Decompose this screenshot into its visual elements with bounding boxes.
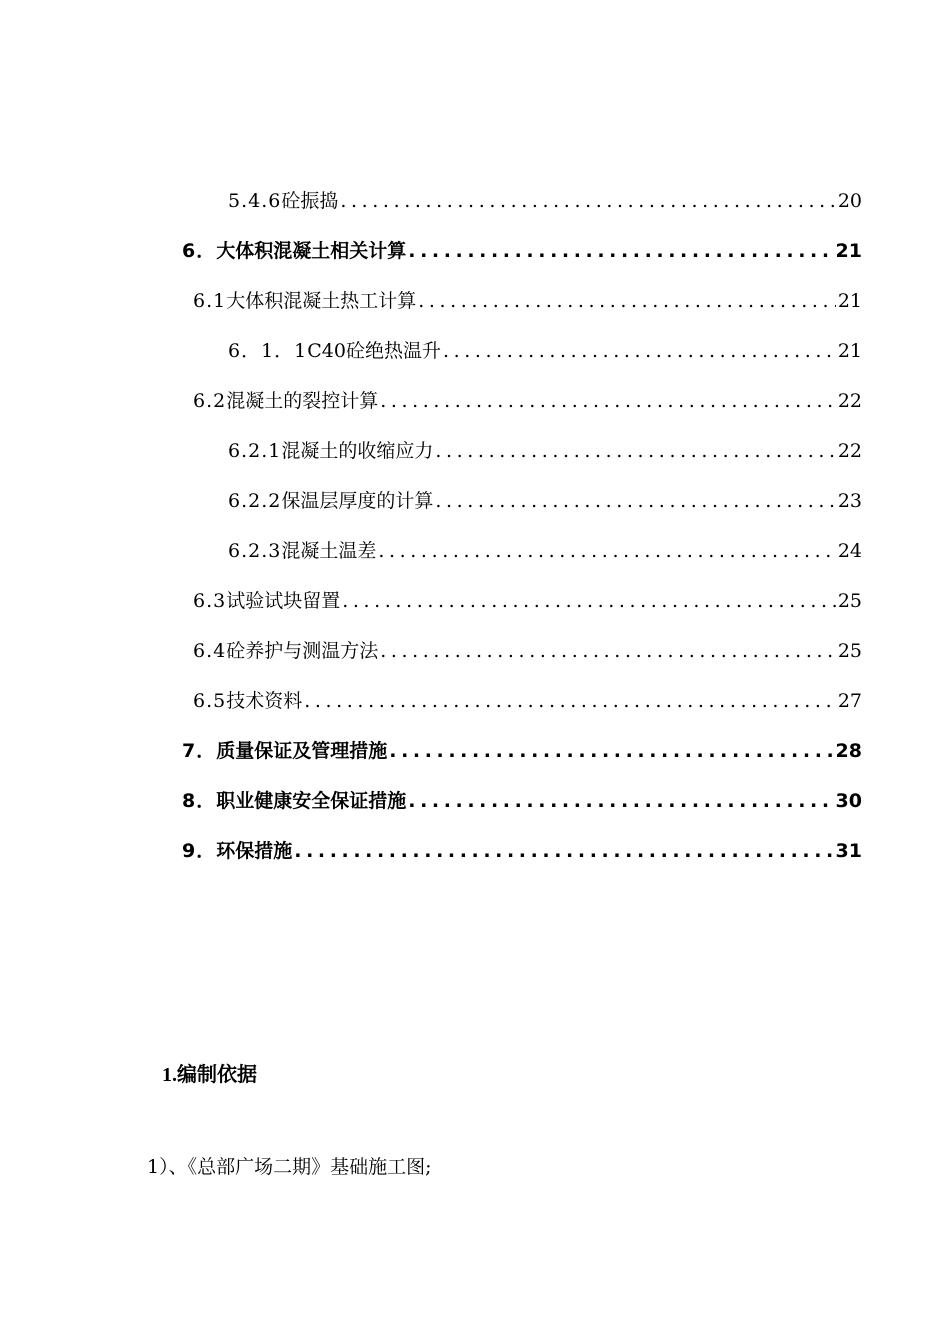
toc-dot-leader: [338, 186, 835, 216]
toc-entry-6-2-2[interactable]: [228, 486, 862, 516]
toc-entry-title: C40砼绝热温升: [307, 340, 441, 362]
toc-entry-number: 6．1．1: [228, 340, 308, 362]
toc-entry-title: 混凝土温差: [281, 540, 377, 562]
toc-entry-title: 大体积混凝土热工计算: [226, 290, 417, 312]
toc-entry-number: 6.4: [193, 640, 227, 662]
toc-entry-8[interactable]: [182, 786, 862, 816]
toc-entry-page: 31: [835, 840, 862, 862]
toc-entry-title: 保温层厚度的计算: [281, 490, 434, 512]
toc-entry-page: 25: [837, 590, 862, 612]
toc-dot-leader: [406, 236, 833, 266]
toc-entry-title: 砼养护与测温方法: [226, 640, 379, 662]
toc-entry-title: 职业健康安全保证措施: [216, 790, 407, 812]
toc-entry-6-1[interactable]: [193, 286, 862, 316]
toc-dot-leader: [378, 386, 836, 416]
toc-entry-page: 28: [835, 740, 862, 762]
toc-entry-9[interactable]: [182, 836, 862, 866]
toc-dot-leader: [387, 736, 833, 766]
toc-entry-6-2-1[interactable]: [228, 436, 862, 466]
toc-entry-number: 6.1: [193, 290, 227, 312]
toc-entry-page: 21: [837, 290, 862, 312]
toc-entry-title: 质量保证及管理措施: [216, 740, 388, 762]
toc-entry-number: 6.2.1: [228, 440, 282, 462]
toc-entry-title: 环保措施: [216, 840, 293, 862]
toc-entry-title: 技术资料: [226, 690, 303, 712]
toc-entry-6-1-1[interactable]: [228, 336, 862, 366]
toc-entry-title: 混凝土的裂控计算: [226, 390, 379, 412]
toc-dot-leader: [378, 636, 836, 666]
toc-entry-6-2-3[interactable]: [228, 536, 862, 566]
toc-entry-title: 试验试块留置: [226, 590, 341, 612]
toc-entry-number: 6.5: [193, 690, 227, 712]
toc-entry-number: 9．: [182, 840, 217, 862]
toc-entry-number: 7．: [182, 740, 217, 762]
toc-entry-page: 30: [835, 790, 862, 812]
toc-entry-title: 大体积混凝土相关计算: [216, 240, 407, 262]
toc-entry-title: 混凝土的收缩应力: [281, 440, 434, 462]
toc-dot-leader: [416, 286, 836, 316]
toc-dot-leader: [406, 786, 833, 816]
toc-dot-leader: [433, 436, 835, 466]
toc-entry-page: 22: [837, 390, 862, 412]
toc-entry-7[interactable]: [182, 736, 862, 766]
toc-dot-leader: [302, 686, 836, 716]
toc-entry-page: 21: [837, 340, 862, 362]
toc-entry-page: 22: [837, 440, 862, 462]
body-paragraph: 1）、《总部广场二期》基础施工图;: [147, 1156, 432, 1178]
toc-dot-leader: [292, 836, 833, 866]
toc-entry-6[interactable]: [182, 236, 862, 266]
toc-entry-page: 20: [837, 190, 862, 212]
toc-entry-page: 23: [837, 490, 862, 512]
toc-entry-6-4[interactable]: [193, 636, 862, 666]
toc-entry-number: 6.2.2: [228, 490, 282, 512]
toc-entry-page: 24: [837, 540, 862, 562]
toc-entry-6-2[interactable]: [193, 386, 862, 416]
toc-entry-page: 25: [837, 640, 862, 662]
toc-entry-title: 砼振捣: [281, 190, 339, 212]
toc-entry-number: 6．: [182, 240, 217, 262]
toc-entry-6-3[interactable]: [193, 586, 862, 616]
toc-dot-leader: [340, 586, 836, 616]
toc-dot-leader: [376, 536, 835, 566]
toc-entry-number: 5.4.6: [228, 190, 282, 212]
toc-entry-number: 6.2.3: [228, 540, 282, 562]
section-heading: 1.编制依据: [162, 1064, 257, 1086]
toc-entry-page: 27: [837, 690, 862, 712]
toc-dot-leader: [441, 336, 836, 366]
toc-dot-leader: [433, 486, 835, 516]
toc-entry-page: 21: [835, 240, 862, 262]
toc-entry-number: 6.2: [193, 390, 227, 412]
toc-entry-number: 8．: [182, 790, 217, 812]
toc-entry-6-5[interactable]: [193, 686, 862, 716]
toc-entry-5-4-6[interactable]: [228, 186, 862, 216]
toc-entry-number: 6.3: [193, 590, 227, 612]
